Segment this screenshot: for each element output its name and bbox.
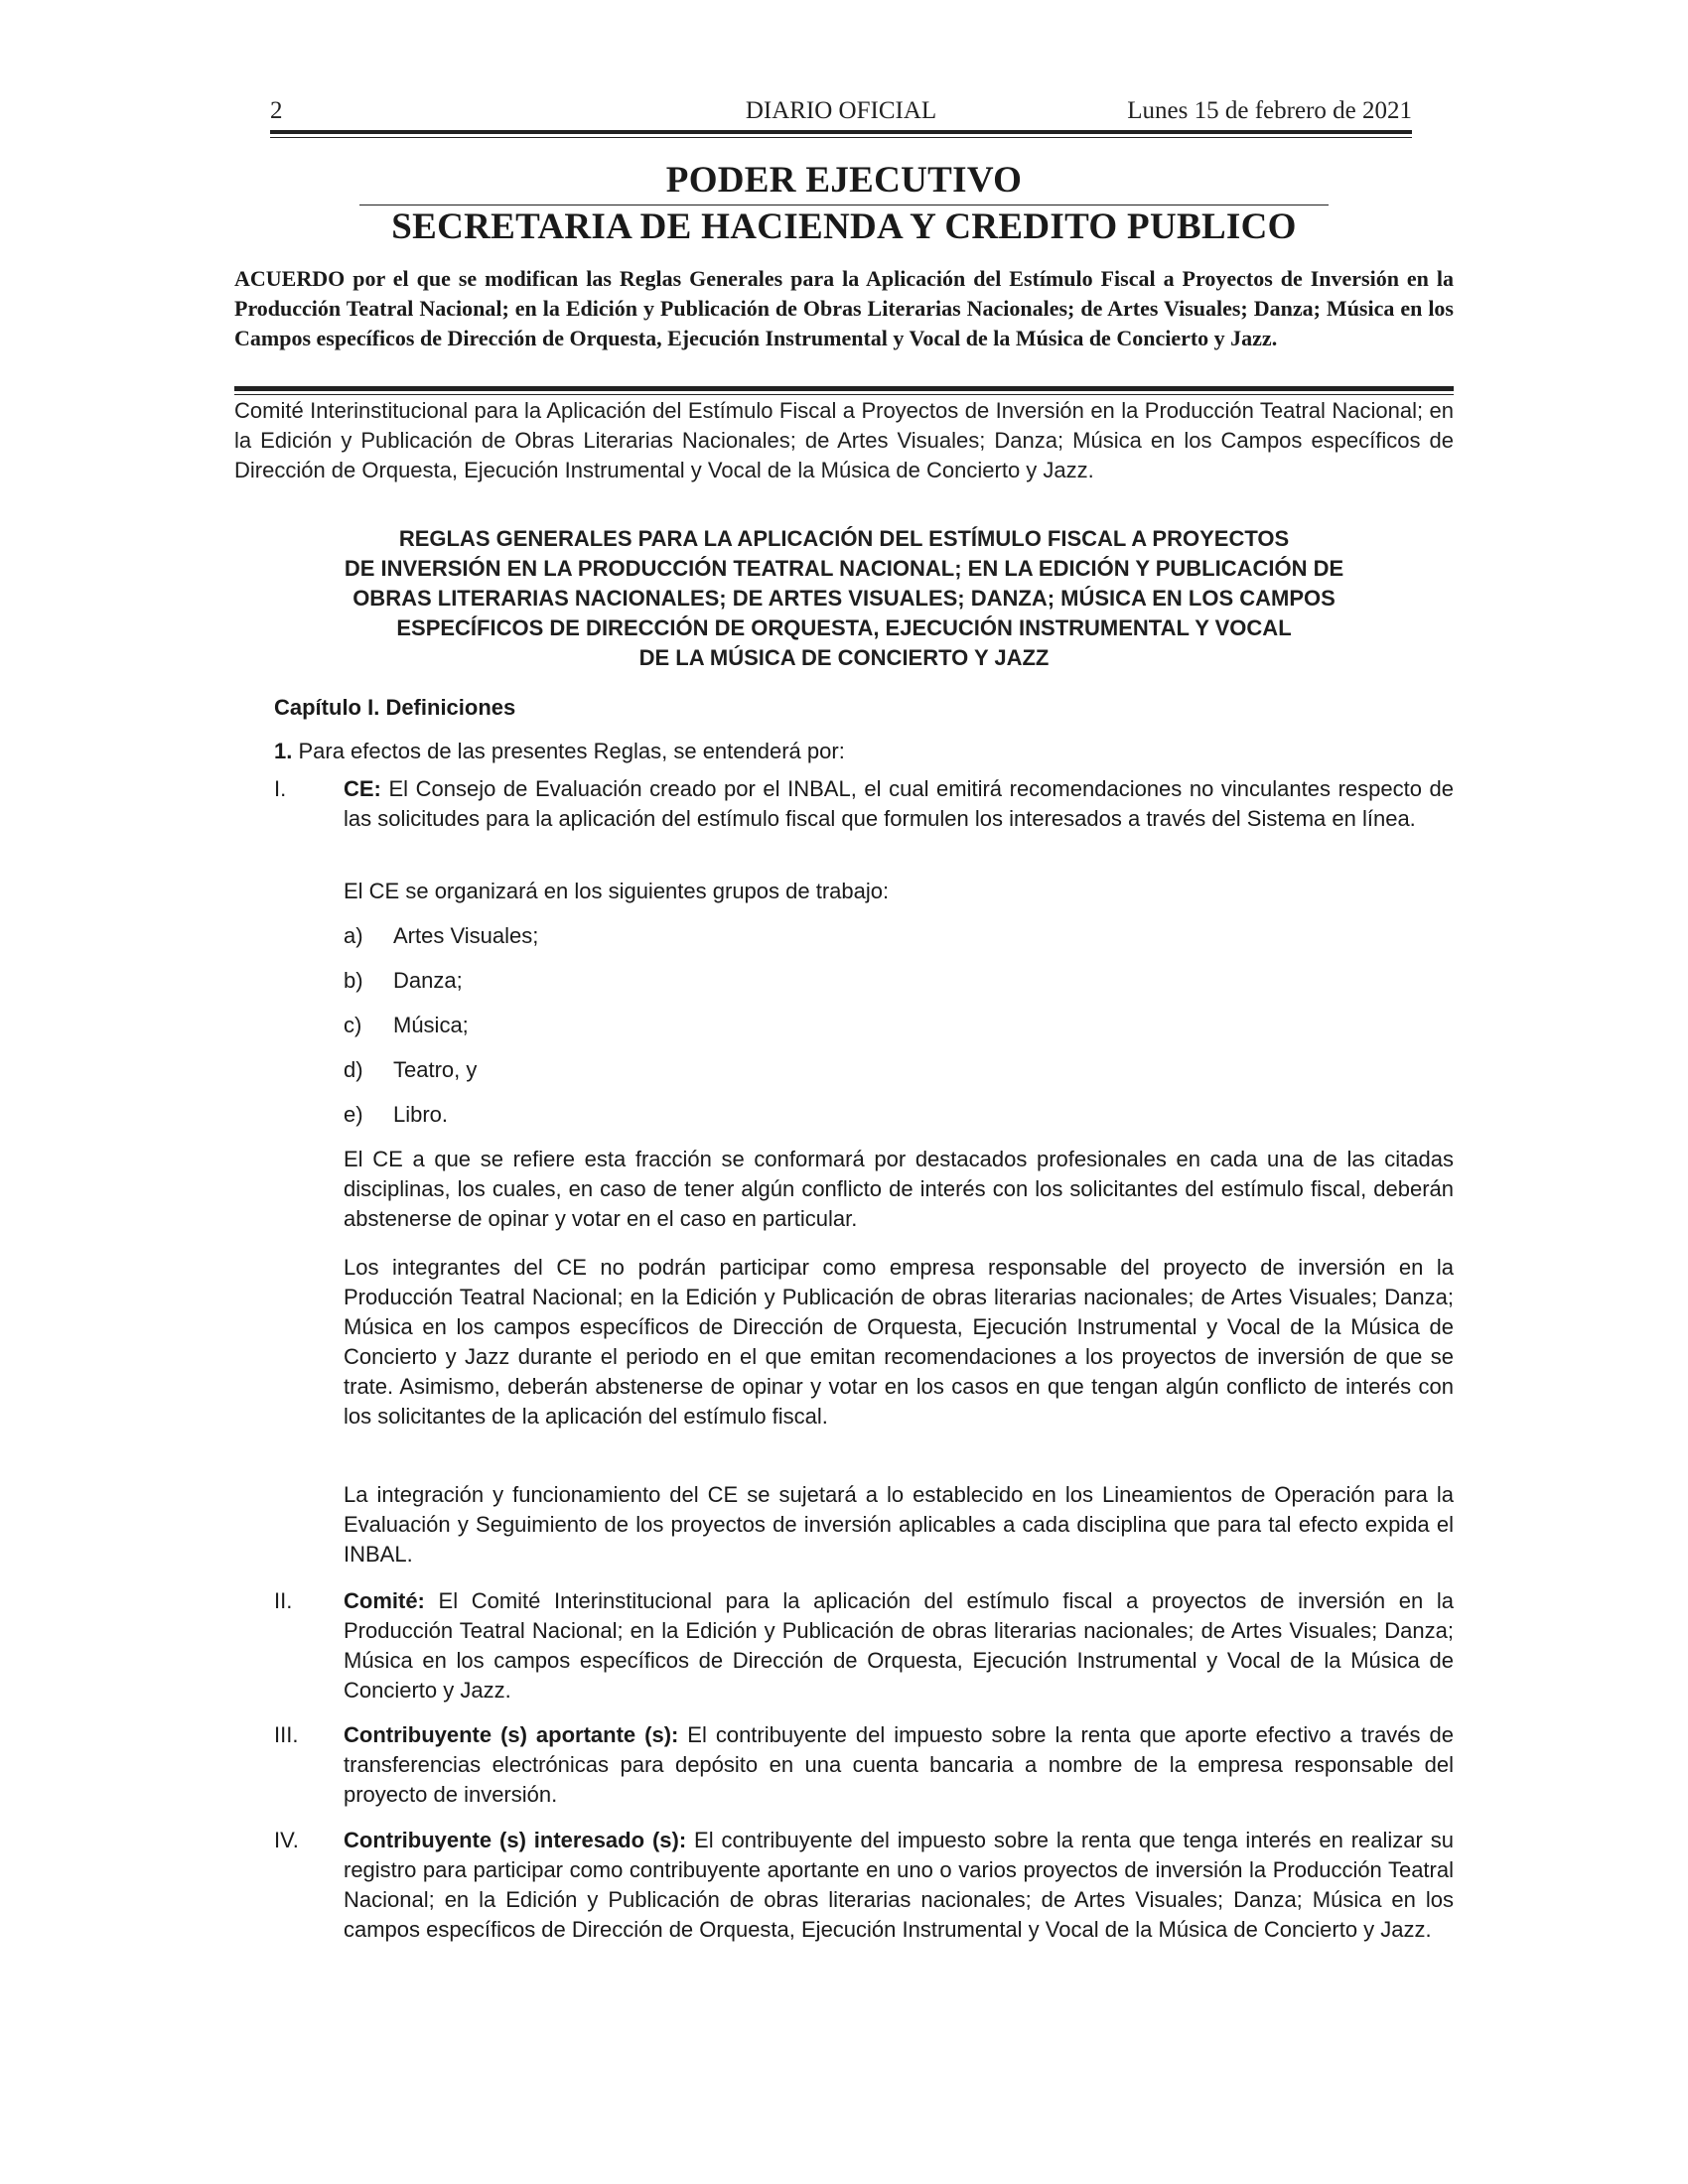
item-numeral: III.: [274, 1722, 299, 1747]
rules-title-line: OBRAS LITERARIAS NACIONALES; DE ARTES VISUALES; DANZA; MÚSICA EN LOS CAMPOS: [352, 586, 1336, 611]
item-text: [344, 1720, 1454, 1810]
header-rule-thin: [270, 137, 1412, 138]
item-definition: El contribuyente del impuesto sobre la renta que aporte efectivo a través de transferencias electrónicas para depósito en una cuenta bancaria a nombre de la empresa responsable del proyecto de inversión.: [344, 1722, 1454, 1807]
group-letter: d): [344, 1057, 363, 1082]
item-numeral: IV.: [274, 1828, 299, 1852]
rules-title-line: REGLAS GENERALES PARA LA APLICACIÓN DEL ESTÍMULO FISCAL A PROYECTOS: [398, 526, 1290, 551]
intro-paragraph: [274, 737, 845, 766]
group-text: Libro.: [393, 1102, 449, 1127]
issuer-paragraph: Comité Interinstitucional para la Aplicación del Estímulo Fiscal a Proyectos de Inversión en la Producción Teatral Nacional; en la Edición y Publicación de Obras Literarias Nacionales; de Artes Visuales; Danza; Música en los Campos específicos de Dirección de Orquesta, Ejecución Instrumental y Vocal de la Música de Concierto y Jazz.: [234, 398, 1454, 482]
publication-name: DIARIO OFICIAL: [745, 97, 937, 124]
item-numeral: I.: [274, 776, 287, 801]
chapter-heading: Capítulo I. Definiciones: [274, 695, 516, 720]
item-text: [344, 1826, 1454, 1945]
item-numeral: II.: [274, 1588, 293, 1613]
item-text: [344, 774, 1454, 834]
item-text: [344, 1586, 1454, 1706]
ce-paragraph-1: El CE a que se refiere esta fracción se conformará por destacados profesionales en cada una de las citadas disciplinas, los cuales, en caso de tener algún conflicto de interés con los solicitantes del estímulo fiscal, deberán abstenerse de opinar y votar en el caso en particular.: [344, 1147, 1454, 1231]
rule-number: 1.: [274, 739, 293, 763]
ce-paragraph-2: Los integrantes del CE no podrán participar como empresa responsable del proyecto de inversión en la Producción Teatral Nacional; en la Edición y Publicación de obras literarias nacionales; de Artes Visuales; Danza; Música en los campos específicos de Dirección de Orquesta, Ejecución Instrumental y Vocal de la Música de Concierto y Jazz durante el periodo en el que emitan recomendaciones a los proyectos de inversión de que se trate. Asimismo, deberán abstenerse de opinar y votar en los casos en que tengan algún conflicto de interés con los solicitantes de la aplicación del estímulo fiscal.: [344, 1255, 1454, 1429]
item-definition: El Comité Interinstitucional para la aplicación del estímulo fiscal a proyectos de inversión en la Producción Teatral Nacional; en la Edición y Publicación de obras literarias nacionales; de Artes Visuales; Danza; Música en los campos específicos de Dirección de Orquesta, Ejecución Instrumental y Vocal de la Música de Concierto y Jazz.: [344, 1588, 1454, 1703]
acuerdo-title: [234, 264, 1454, 353]
item-term: Contribuyente (s) interesado (s):: [344, 1828, 687, 1852]
item-term: Contribuyente (s) aportante (s):: [344, 1722, 679, 1747]
group-text: Artes Visuales;: [393, 923, 539, 948]
group-text: Danza;: [393, 968, 463, 993]
group-letter: b): [344, 968, 363, 993]
running-header: [270, 97, 1412, 133]
item-term: Comité:: [344, 1588, 425, 1613]
branch-heading: PODER EJECUTIVO: [665, 160, 1023, 201]
secretariat-heading: SECRETARIA DE HACIENDA Y CREDITO PUBLICO: [391, 206, 1297, 247]
item-term: CE:: [344, 776, 381, 801]
group-text: Teatro, y: [393, 1057, 478, 1082]
acuerdo-rule-thick: [234, 386, 1454, 391]
groups-intro: El CE se organizará en los siguientes grupos de trabajo:: [344, 879, 890, 903]
acuerdo-text: por el que se modifican las Reglas Generales para la Aplicación del Estímulo Fiscal a Proyectos de Inversión en la Producción Teatral Nacional; en la Edición y Publicación de Obras Literarias Nacionales; de Artes Visuales; Danza; Música en los Campos específicos de Dirección de Orquesta, Ejecución Instrumental y Vocal de la Música de Concierto y Jazz.: [234, 266, 1454, 350]
page-number: 2: [270, 97, 283, 124]
group-letter: a): [344, 923, 363, 948]
rules-title: [234, 524, 1454, 673]
header-rule-thick: [270, 130, 1412, 134]
group-letter: e): [344, 1102, 363, 1127]
acuerdo-rule-thin: [234, 394, 1454, 395]
item-definition: El Consejo de Evaluación creado por el INBAL, el cual emitirá recomendaciones no vinculantes respecto de las solicitudes para la aplicación del estímulo fiscal que formulen los interesados a través del Sistema en línea.: [344, 776, 1454, 831]
group-text: Música;: [393, 1013, 469, 1037]
acuerdo-lead: ACUERDO: [234, 266, 346, 291]
publication-date: Lunes 15 de febrero de 2021: [1127, 97, 1412, 124]
item-definition: El contribuyente del impuesto sobre la renta que tenga interés en realizar su registro para participar como contribuyente aportante en uno o varios proyectos de inversión la Producción Teatral Nacional; en la Edición y Publicación de obras literarias nacionales; de Artes Visuales; Danza; Música en los campos específicos de Dirección de Orquesta, Ejecución Instrumental y Vocal de la Música de Concierto y Jazz.: [344, 1828, 1454, 1942]
rules-title-line: DE LA MÚSICA DE CONCIERTO Y JAZZ: [638, 645, 1050, 670]
rules-title-line: DE INVERSIÓN EN LA PRODUCCIÓN TEATRAL NACIONAL; EN LA EDICIÓN Y PUBLICACIÓN DE: [344, 556, 1344, 581]
rules-title-line: ESPECÍFICOS DE DIRECCIÓN DE ORQUESTA, EJECUCIÓN INSTRUMENTAL Y VOCAL: [396, 615, 1292, 640]
group-letter: c): [344, 1013, 362, 1037]
intro-text: Para efectos de las presentes Reglas, se entenderá por:: [292, 739, 845, 763]
ce-paragraph-3: La integración y funcionamiento del CE se sujetará a lo establecido en los Lineamientos de Operación para la Evaluación y Seguimiento de los proyectos de inversión aplicables a cada disciplina que para tal efecto expida el INBAL.: [344, 1482, 1454, 1567]
